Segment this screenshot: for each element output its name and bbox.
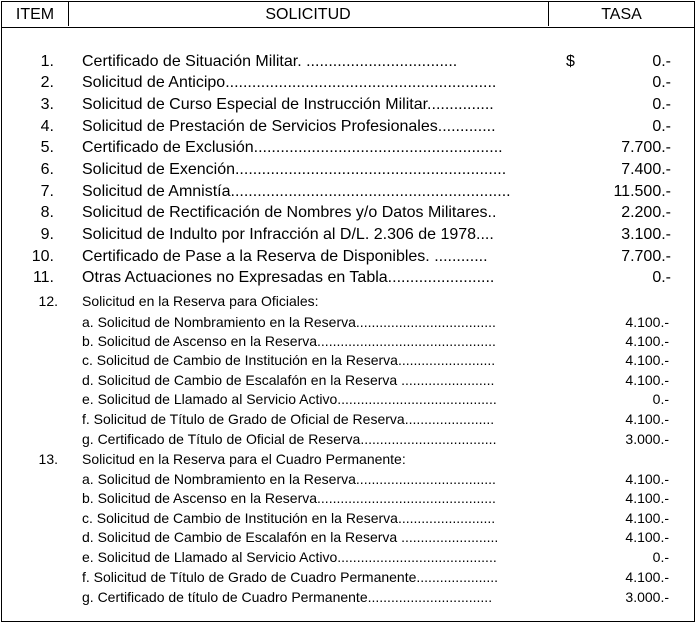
item-fee: 0.- — [652, 269, 671, 286]
item-text: Solicitud de Indulto por Infracción al D/L. 2.306 de 1978.... — [82, 226, 494, 243]
subitem-fee: 4.100.- — [625, 333, 669, 349]
section-number: 13. — [38, 451, 58, 467]
header-solicitud: SOLICITUD — [68, 2, 549, 26]
item-number: 3. — [40, 96, 54, 113]
section-title: Solicitud en la Reserva para el Cuadro Permanente: — [82, 451, 406, 467]
item-number: 2. — [40, 74, 54, 91]
item-fee: 3.100.- — [621, 226, 671, 243]
item-text: Solicitud de Amnistía............................................................... — [82, 183, 511, 200]
item-fee: 2.200.- — [621, 204, 671, 221]
item-fee: 7.700.- — [621, 248, 671, 265]
subitem-fee: 4.100.- — [625, 372, 669, 388]
subitem-text: d. Solicitud de Cambio de Escalafón en la Reserva ......................... — [82, 529, 499, 545]
item-fee: 0.- — [652, 96, 671, 113]
subitem-fee: 4.100.- — [625, 352, 669, 368]
item-fee: 11.500.- — [613, 183, 671, 200]
subitem-text: d. Solicitud de Cambio de Escalafón en la Reserva ........................ — [82, 372, 495, 388]
subitem-text: g. Certificado de título de Cuadro Permanente................................ — [82, 589, 493, 605]
subitem-fee: 4.100.- — [625, 490, 669, 506]
item-text: Certificado de Situación Militar. .................................. — [82, 53, 458, 70]
subitem-fee: 3.000.- — [625, 589, 669, 605]
currency-symbol: $ — [566, 53, 575, 70]
subitem-text: f. Solicitud de Título de Grado de Cuadro Permanente..................... — [82, 569, 499, 585]
subitem-text: c. Solicitud de Cambio de Institución en la Reserva......................... — [82, 510, 496, 526]
subitem-text: b. Solicitud de Ascenso en la Reserva.............................................. — [82, 333, 496, 349]
subitem-fee: 4.100.- — [625, 314, 669, 330]
item-number: 6. — [40, 161, 54, 178]
subitem-fee: 4.100.- — [625, 569, 669, 585]
item-text: Solicitud de Curso Especial de Instrucción Militar............... — [82, 96, 494, 113]
item-text: Certificado de Exclusión........................................................ — [82, 139, 503, 156]
subitem-text: e. Solicitud de Llamado al Servicio Activo......................................... — [82, 549, 497, 565]
subitem-text: b. Solicitud de Ascenso en la Reserva.............................................. — [82, 490, 496, 506]
table-header — [2, 2, 694, 28]
subitem-text: c. Solicitud de Cambio de Institución en la Reserva......................... — [82, 352, 496, 368]
item-number: 7. — [40, 183, 54, 200]
item-number: 4. — [40, 118, 54, 135]
item-number: 9. — [40, 226, 54, 243]
item-number: 1. — [40, 53, 54, 70]
item-fee: 0.- — [652, 118, 671, 135]
item-text: Solicitud de Prestación de Servicios Profesionales............. — [82, 118, 496, 135]
subitem-text: e. Solicitud de Llamado al Servicio Activo......................................... — [82, 391, 497, 407]
subitem-text: a. Solicitud de Nombramiento en la Reserva.................................... — [82, 471, 496, 487]
item-fee: 0.- — [652, 53, 671, 70]
subitem-text: a. Solicitud de Nombramiento en la Reserva.................................... — [82, 314, 496, 330]
item-number: 8. — [40, 204, 54, 221]
item-fee: 7.400.- — [621, 161, 671, 178]
item-fee: 0.- — [652, 74, 671, 91]
item-text: Solicitud de Rectificación de Nombres y/o Datos Militares.. — [82, 204, 497, 221]
subitem-fee: 4.100.- — [625, 411, 669, 427]
item-number: 11. — [32, 269, 54, 286]
section-title: Solicitud en la Reserva para Oficiales: — [82, 293, 319, 309]
item-text: Otras Actuaciones no Expresadas en Tabla........................ — [82, 269, 495, 286]
subitem-fee: 4.100.- — [625, 510, 669, 526]
subitem-fee: 3.000.- — [625, 431, 669, 447]
subitem-text: g. Certificado de Título de Oficial de Reserva................................... — [82, 431, 497, 447]
subitem-fee: 0.- — [652, 549, 669, 565]
section-number: 12. — [38, 293, 58, 309]
subitem-fee: 4.100.- — [625, 529, 669, 545]
header-tasa: TASA — [601, 6, 642, 23]
item-number: 5. — [40, 139, 54, 156]
item-text: Solicitud de Exención............................................................. — [82, 161, 507, 178]
item-number: 10. — [31, 248, 54, 265]
header-item: ITEM — [2, 2, 69, 26]
item-fee: 7.700.- — [621, 139, 671, 156]
subitem-text: f. Solicitud de Título de Grado de Oficial de Reserva....................... — [82, 411, 495, 427]
item-text: Solicitud de Anticipo............................................................. — [82, 74, 497, 91]
subitem-fee: 0.- — [652, 391, 669, 407]
subitem-fee: 4.100.- — [625, 471, 669, 487]
fee-table — [1, 1, 695, 622]
item-text: Certificado de Pase a la Reserva de Disponibles. ............ — [82, 248, 488, 265]
